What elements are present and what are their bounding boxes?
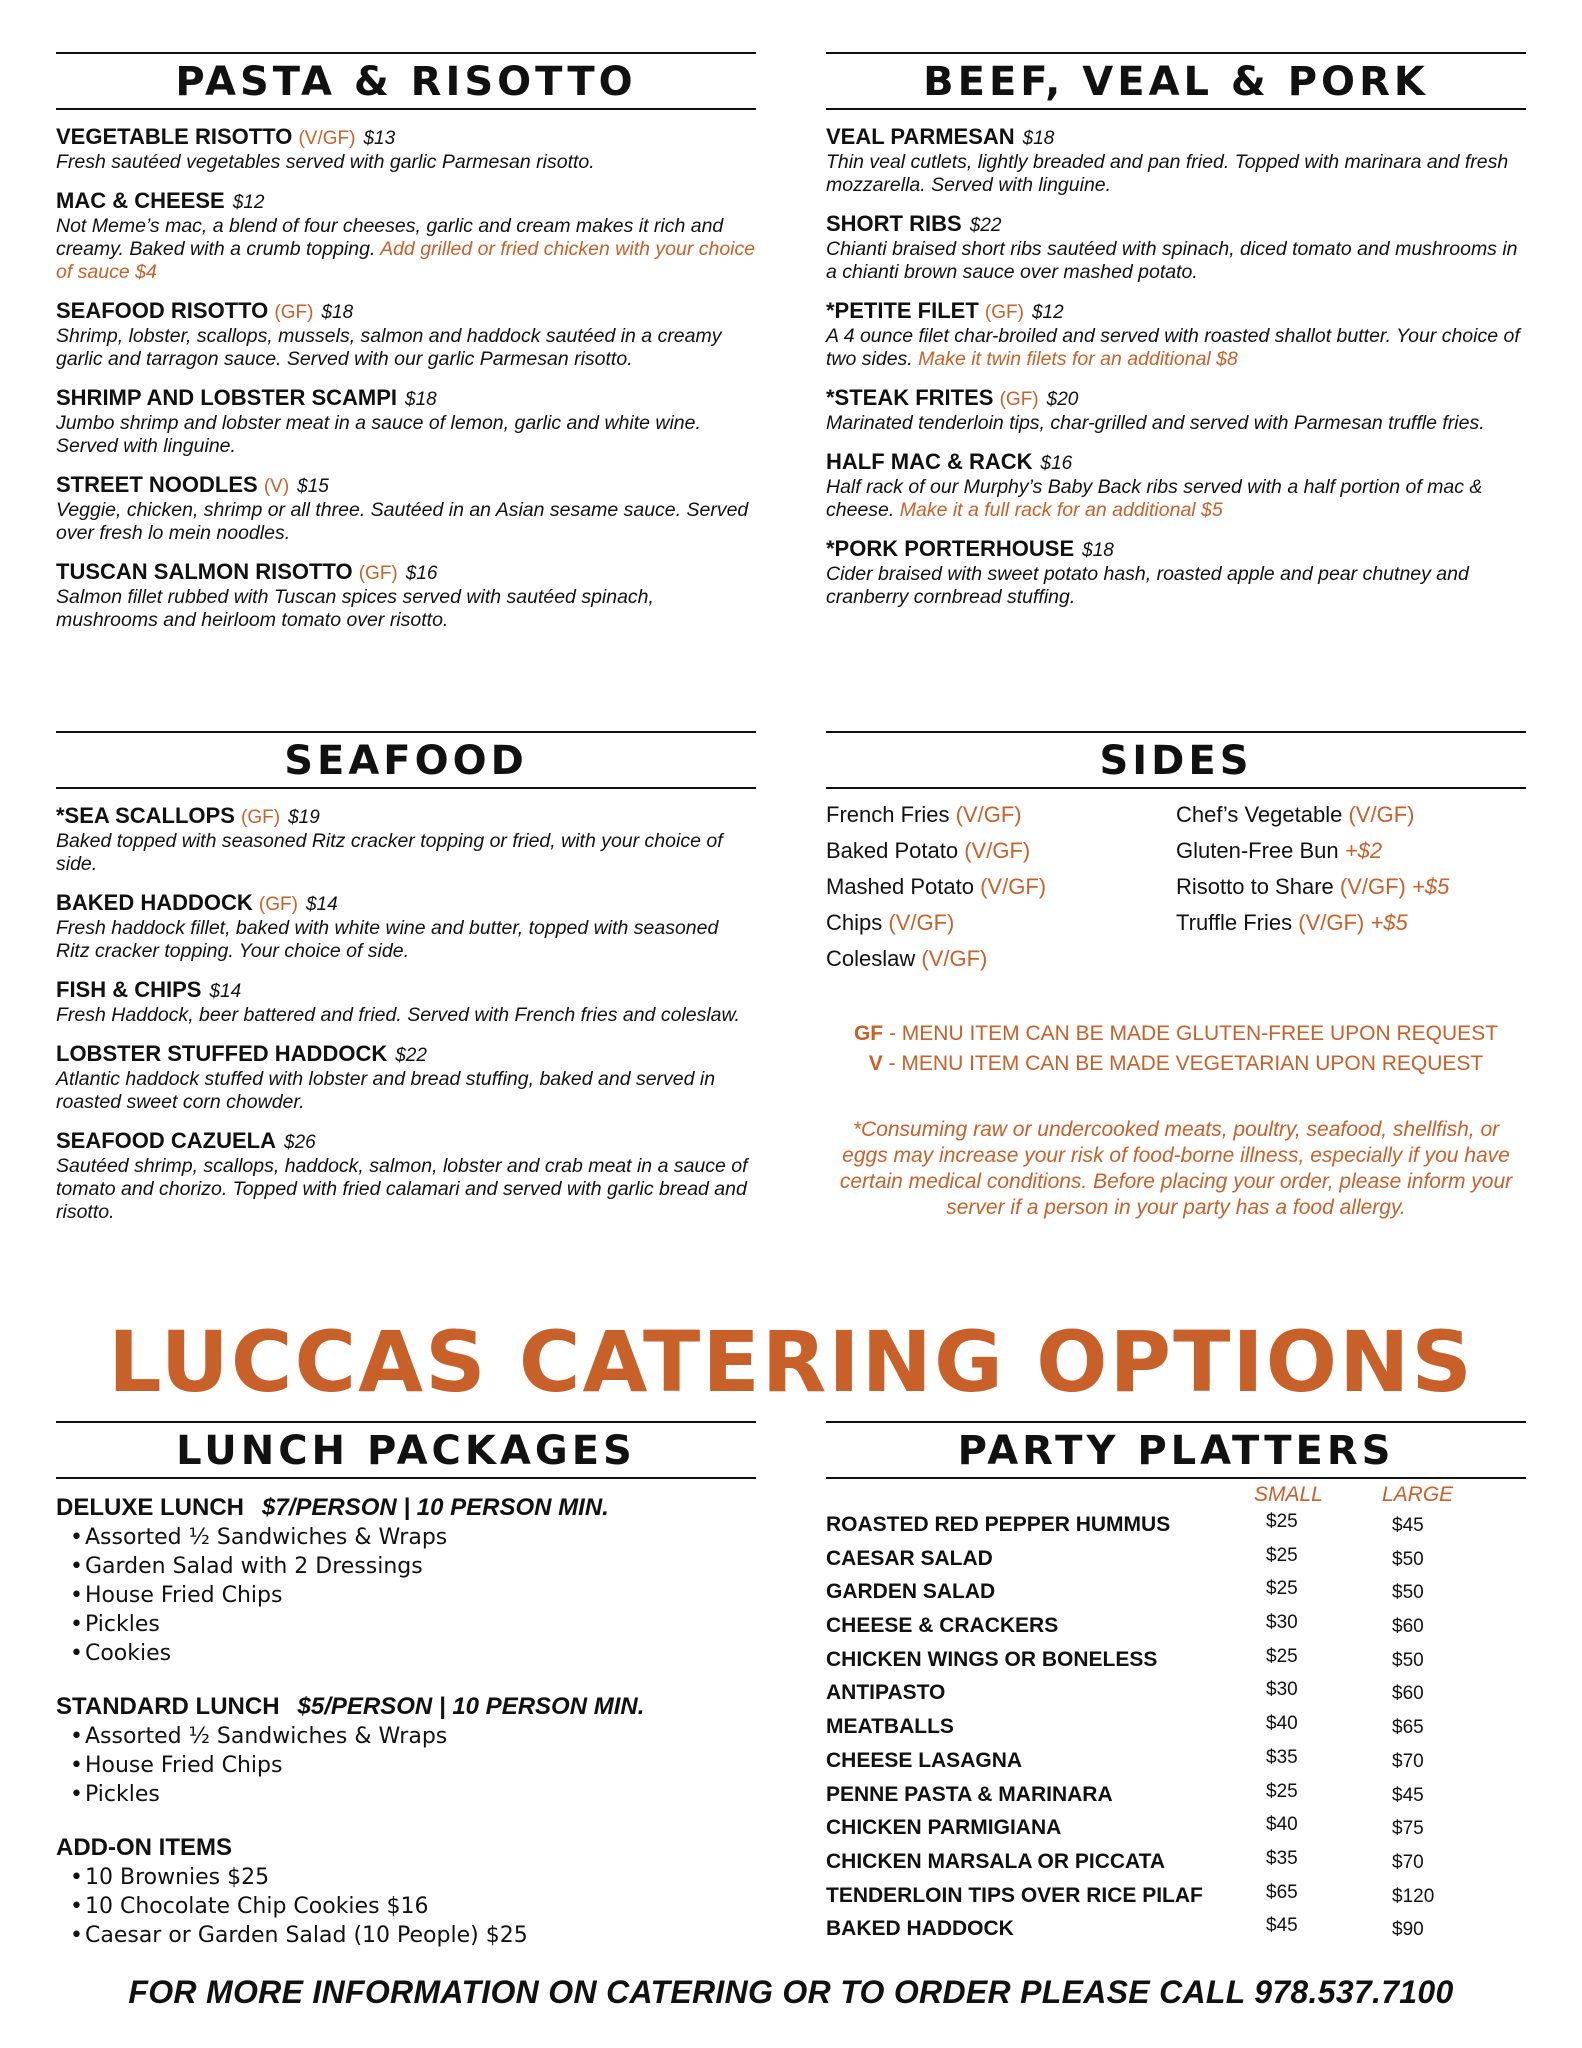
platter-small-price: $40: [1266, 1814, 1298, 1836]
platter-large-price: $50: [1392, 1548, 1424, 1570]
platter-large-price: $50: [1392, 1649, 1424, 1671]
dietary-tag: (V/GF): [980, 874, 1047, 899]
platter-row: [826, 1511, 1526, 1545]
legend-gf-text: - MENU ITEM CAN BE MADE GLUTEN-FREE UPON REQUEST: [883, 1022, 1499, 1045]
side-item: [1176, 797, 1526, 833]
item-name: LOBSTER STUFFED HADDOCK: [56, 1041, 388, 1066]
item-description-text: Fresh haddock fillet, baked with white wine and butter, topped with seasoned Ritz cracker topping. Your choice of side.: [56, 917, 719, 962]
side-upcharge: +$5: [1412, 874, 1450, 899]
item-name-line: [56, 124, 756, 151]
item-price: $18: [1082, 540, 1114, 561]
platter-row: [826, 1578, 1526, 1612]
lunch-package: [56, 1692, 756, 1809]
item-name-line: [826, 124, 1526, 151]
platter-large-price: $65: [1392, 1717, 1424, 1739]
package-bullet: • 10 Brownies $25: [56, 1863, 756, 1892]
item-price: $12: [232, 192, 265, 213]
package-bullet: • Assorted ½ Sandwiches & Wraps: [56, 1722, 756, 1751]
platter-small-price: $25: [1266, 1780, 1298, 1802]
item-description-text: Shrimp, lobster, scallops, mussels, salmon and haddock sautéed in a creamy garlic and tarragon sauce. Served with our garlic Parmesan risotto.: [56, 325, 722, 370]
platter-name: CHICKEN PARMIGIANA: [826, 1816, 1062, 1840]
item-price: $16: [405, 563, 438, 584]
platter-large-price: $60: [1392, 1683, 1424, 1705]
platter-small-price: $25: [1266, 1578, 1298, 1600]
item-name: *SEA SCALLOPS: [56, 803, 235, 828]
platter-row: [826, 1646, 1526, 1680]
package-bullet: • Pickles: [56, 1780, 756, 1809]
item-name-line: [56, 1128, 756, 1155]
side-upcharge: +$2: [1344, 838, 1383, 863]
dietary-tag: (GF): [274, 302, 314, 323]
dietary-tag: (V/GF): [1348, 802, 1415, 827]
item-name-line: [56, 559, 756, 586]
package-name: DELUXE LUNCH: [56, 1494, 245, 1521]
item-description: [56, 325, 756, 371]
platter-name: ROASTED RED PEPPER HUMMUS: [826, 1513, 1171, 1536]
item-name-line: [826, 298, 1526, 325]
item-description-text: Half rack of our Murphy’s Baby Back ribs served with a half portion of mac & cheese.: [826, 476, 1483, 521]
platter-row: [826, 1915, 1526, 1949]
sides-heading: SIDES: [826, 731, 1526, 789]
item-description: [56, 499, 756, 545]
menu-item: [826, 385, 1526, 435]
large-label: LARGE: [1382, 1483, 1454, 1506]
item-price: $16: [1040, 453, 1073, 474]
platter-large-price: $45: [1392, 1784, 1424, 1806]
item-price: $14: [209, 981, 242, 1002]
item-name: *PORK PORTERHOUSE: [826, 536, 1075, 561]
platter-large-price: $70: [1392, 1851, 1424, 1873]
item-name-line: [826, 211, 1526, 238]
item-name: STREET NOODLES: [56, 472, 258, 497]
item-description-text: Fresh Haddock, beer battered and fried. Served with French fries and coleslaw.: [56, 1004, 740, 1026]
platter-name: TENDERLOIN TIPS OVER RICE PILAF: [826, 1883, 1203, 1907]
dietary-tag: (V/GF): [1298, 910, 1365, 935]
side-item: [826, 941, 1176, 977]
legend-gf: [826, 1019, 1526, 1049]
item-name-line: [56, 1041, 756, 1068]
small-label: SMALL: [1254, 1483, 1323, 1506]
platter-name: CHICKEN WINGS OR BONELESS: [826, 1647, 1158, 1671]
platter-small-price: $25: [1266, 1511, 1298, 1532]
item-name: SHORT RIBS: [826, 211, 962, 236]
lunch-section: [56, 1421, 756, 1950]
package-title: [56, 1493, 756, 1523]
item-name-line: [56, 890, 756, 917]
side-name: Chips: [826, 910, 883, 935]
lunch-packages: [56, 1493, 756, 1950]
pasta-heading: PASTA & RISOTTO: [56, 52, 756, 110]
platter-name: CAESAR SALAD: [826, 1546, 993, 1570]
item-name: SHRIMP AND LOBSTER SCAMPI: [56, 385, 398, 410]
item-name: SEAFOOD RISOTTO: [56, 298, 269, 323]
side-name: Chef’s Vegetable: [1176, 802, 1343, 827]
item-name-line: [56, 472, 756, 499]
item-name-line: [56, 977, 756, 1004]
item-price: $13: [363, 128, 396, 149]
platter-small-price: $30: [1266, 1679, 1298, 1701]
platter-row: [826, 1679, 1526, 1713]
platter-small-price: $65: [1266, 1881, 1298, 1903]
platters-heading: PARTY PLATTERS: [826, 1421, 1526, 1479]
item-name: *STEAK FRITES: [826, 385, 994, 410]
platter-size-header: [826, 1483, 1526, 1511]
platter-small-price: $40: [1266, 1713, 1298, 1735]
item-description-text: Veggie, chicken, shrimp or all three. Sautéed in an Asian sesame sauce. Served over fresh lo mein noodles.: [56, 499, 749, 544]
beef-section: [826, 52, 1526, 609]
side-upcharge: +$5: [1370, 910, 1408, 935]
platter-large-price: $75: [1392, 1818, 1424, 1840]
side-name: Truffle Fries: [1176, 910, 1293, 935]
item-price: $22: [395, 1045, 427, 1066]
dietary-tag: (GF): [999, 389, 1039, 410]
menu-item: [56, 124, 756, 174]
menu-item: [56, 890, 756, 963]
platter-small-price: $45: [1266, 1915, 1298, 1937]
lunch-heading: LUNCH PACKAGES: [56, 1421, 756, 1479]
package-bullet: • Assorted ½ Sandwiches & Wraps: [56, 1523, 756, 1552]
sides-column-right: [1176, 797, 1526, 977]
lunch-package: [56, 1493, 756, 1668]
package-detail: $7/PERSON | 10 PERSON MIN.: [262, 1494, 609, 1521]
item-description: [826, 325, 1526, 371]
item-upsell-note: Make it twin filets for an additional $8: [918, 348, 1238, 370]
item-name: BAKED HADDOCK: [56, 890, 253, 915]
platter-row: [826, 1545, 1526, 1579]
item-description: [826, 151, 1526, 197]
item-name-line: [826, 449, 1526, 476]
dietary-tag: (V/GF): [298, 128, 356, 149]
dietary-tag: (V/GF): [921, 946, 988, 971]
item-name: *PETITE FILET: [826, 298, 979, 323]
menu-item: [56, 803, 756, 876]
item-description: [826, 238, 1526, 284]
platter-small-price: $35: [1266, 1847, 1298, 1869]
item-name: SEAFOOD CAZUELA: [56, 1128, 276, 1153]
item-name-line: [56, 803, 756, 830]
dietary-tag: (GF): [358, 563, 398, 584]
dietary-tag: (V/GF): [955, 802, 1022, 827]
dietary-tag: (V/GF): [1339, 874, 1406, 899]
side-name: French Fries: [826, 802, 950, 827]
platter-name: BAKED HADDOCK: [826, 1917, 1014, 1941]
item-name-line: [826, 536, 1526, 563]
platter-name: ANTIPASTO: [826, 1681, 946, 1705]
item-price: $14: [305, 894, 338, 915]
dietary-tag: (GF): [984, 302, 1024, 323]
item-price: $22: [969, 215, 1002, 236]
item-upsell-note: Add grilled or fried chicken with your choice of sauce $4: [56, 238, 756, 283]
item-description: [826, 412, 1526, 435]
item-description-text: Chianti braised short ribs sautéed with spinach, diced tomato and mushrooms in a chianti brown sauce over mashed potato.: [826, 238, 1518, 283]
dietary-legend: [826, 1019, 1526, 1079]
side-item: [1176, 833, 1526, 869]
platter-name: CHEESE LASAGNA: [826, 1748, 1023, 1772]
platter-large-price: $50: [1392, 1582, 1424, 1604]
platter-small-price: $25: [1266, 1645, 1298, 1667]
item-description: [826, 476, 1526, 522]
item-description: [56, 1155, 756, 1224]
side-item: [826, 797, 1176, 833]
item-description: [56, 412, 756, 458]
platter-row: [826, 1612, 1526, 1646]
side-item: [826, 869, 1176, 905]
item-description-text: Fresh sautéed vegetables served with garlic Parmesan risotto.: [56, 151, 595, 173]
item-price: $18: [321, 302, 354, 323]
side-name: Coleslaw: [826, 946, 916, 971]
platter-row: [826, 1882, 1526, 1916]
platter-row: [826, 1814, 1526, 1848]
item-description-text: Cider braised with sweet potato hash, roasted apple and pear chutney and cranberry cornbread stuffing.: [826, 563, 1469, 608]
menu-item: [56, 559, 756, 632]
platter-name: PENNE PASTA & MARINARA: [826, 1782, 1113, 1806]
package-title: [56, 1692, 756, 1722]
item-description: [56, 830, 756, 876]
platter-name: GARDEN SALAD: [826, 1580, 996, 1604]
menu-item: [56, 977, 756, 1027]
item-upsell-note: Make it a full rack for an additional $5: [899, 499, 1223, 521]
item-description: [56, 151, 756, 174]
item-description-text: Sautéed shrimp, scallops, haddock, salmon, lobster and crab meat in a sauce of tomato and chorizo. Topped with fried calamari and served with garlic bread and risotto.: [56, 1155, 748, 1223]
beef-items: [826, 124, 1526, 609]
side-name: Baked Potato: [826, 838, 959, 863]
legend-v: [826, 1049, 1526, 1079]
side-name: Gluten-Free Bun: [1176, 838, 1339, 863]
platter-large-price: $70: [1392, 1750, 1424, 1772]
platter-name: MEATBALLS: [826, 1715, 954, 1739]
catering-title: LUCCAS CATERING OPTIONS: [108, 1313, 1474, 1411]
package-name: STANDARD LUNCH: [56, 1693, 280, 1720]
sides-grid: [826, 797, 1526, 977]
item-description: [56, 215, 756, 284]
catering-contact-footer: FOR MORE INFORMATION ON CATERING OR TO ORDER PLEASE CALL 978.537.7100: [128, 1974, 1454, 2010]
item-description: [56, 1004, 756, 1027]
item-description-text: Not Meme’s mac, a blend of four cheeses, garlic and cream makes it rich and creamy. Baked with a crumb topping.: [56, 215, 724, 260]
platter-small-price: $30: [1266, 1612, 1298, 1634]
item-name: TUSCAN SALMON RISOTTO: [56, 559, 353, 584]
allergy-warning: *Consuming raw or undercooked meats, poultry, seafood, shellfish, or eggs may increase your risk of food-borne illness, especially if you have certain medical conditions. Before placing your order, please inform your server if a person in your party has a food allergy.: [839, 1118, 1513, 1219]
item-description-text: Atlantic haddock stuffed with lobster and bread stuffing, baked and served in roasted sweet corn chowder.: [56, 1068, 716, 1113]
item-price: $19: [288, 807, 320, 828]
menu-item: [56, 472, 756, 545]
item-price: $12: [1031, 302, 1064, 323]
item-name-line: [56, 385, 756, 412]
seafood-items: [56, 803, 756, 1224]
item-description: [56, 586, 756, 632]
seafood-heading: SEAFOOD: [56, 731, 756, 789]
item-description: [56, 917, 756, 963]
platter-small-price: $25: [1266, 1544, 1298, 1566]
item-description-text: Salmon fillet rubbed with Tuscan spices served with sautéed spinach, mushrooms and heirloom tomato over risotto.: [56, 586, 654, 631]
package-bullet: • House Fried Chips: [56, 1581, 756, 1610]
side-item: [1176, 905, 1526, 941]
item-description-text: Jumbo shrimp and lobster meat in a sauce of lemon, garlic and white wine. Served with linguine.: [56, 412, 701, 457]
menu-item: [826, 124, 1526, 197]
platter-row: [826, 1747, 1526, 1781]
menu-item: [56, 188, 756, 284]
sides-section: [826, 731, 1526, 1221]
menu-item: [56, 298, 756, 371]
legend-v-text: - MENU ITEM CAN BE MADE VEGETARIAN UPON REQUEST: [882, 1052, 1484, 1075]
platter-name: CHICKEN MARSALA OR PICCATA: [826, 1849, 1166, 1873]
item-price: $18: [1022, 128, 1055, 149]
legend-v-key: V: [868, 1052, 883, 1075]
item-name-line: [826, 385, 1526, 412]
item-description-text: A 4 ounce filet char-broiled and served with roasted shallot butter. Your choice of two sides.: [826, 325, 1520, 370]
menu-item: [826, 449, 1526, 522]
platter-row: [826, 1781, 1526, 1815]
platter-large-price: $45: [1392, 1515, 1424, 1536]
side-item: [826, 833, 1176, 869]
side-item: [826, 905, 1176, 941]
menu-item: [826, 298, 1526, 371]
legend-gf-key: GF: [853, 1022, 884, 1045]
package-name: ADD-ON ITEMS: [56, 1834, 232, 1861]
platters-section: [826, 1421, 1526, 1949]
item-name: MAC & CHEESE: [56, 188, 225, 213]
item-description-text: Baked topped with seasoned Ritz cracker topping or fried, with your choice of side.: [56, 830, 723, 875]
platter-large-price: $120: [1392, 1885, 1435, 1907]
item-name: VEGETABLE RISOTTO: [56, 124, 293, 149]
platter-large-price: $60: [1392, 1616, 1424, 1638]
item-description-text: Marinated tenderloin tips, char-grilled and served with Parmesan truffle fries.: [826, 412, 1485, 434]
menu-item: [56, 1041, 756, 1114]
package-bullet: • Caesar or Garden Salad (10 People) $25: [56, 1921, 756, 1950]
dietary-tag: (GF): [241, 807, 281, 828]
item-price: $26: [284, 1132, 316, 1153]
item-name: HALF MAC & RACK: [826, 449, 1033, 474]
item-description: [56, 1068, 756, 1114]
item-name: FISH & CHIPS: [56, 977, 202, 1002]
item-description-text: Thin veal cutlets, lightly breaded and pan fried. Topped with marinara and fresh mozzarella. Served with linguine.: [826, 151, 1509, 196]
sides-column-left: [826, 797, 1176, 977]
dietary-tag: (GF): [258, 894, 298, 915]
package-bullet: • Garden Salad with 2 Dressings: [56, 1552, 756, 1581]
dietary-tag: (V/GF): [964, 838, 1031, 863]
pasta-items: [56, 124, 756, 632]
package-bullet: • House Fried Chips: [56, 1751, 756, 1780]
pasta-section: [56, 52, 756, 632]
platter-row: [826, 1848, 1526, 1882]
package-bullet: • Pickles: [56, 1610, 756, 1639]
beef-heading: BEEF, VEAL & PORK: [826, 52, 1526, 110]
package-bullet: • 10 Chocolate Chip Cookies $16: [56, 1892, 756, 1921]
item-name-line: [56, 188, 756, 215]
item-price: $20: [1046, 389, 1079, 410]
dietary-tag: (V): [263, 476, 290, 497]
package-bullet: • Cookies: [56, 1639, 756, 1668]
item-name-line: [56, 298, 756, 325]
side-item: [1176, 869, 1526, 905]
menu-item: [56, 385, 756, 458]
item-description: [826, 563, 1526, 609]
menu-item: [826, 536, 1526, 609]
item-name: VEAL PARMESAN: [826, 124, 1015, 149]
package-detail: $5/PERSON | 10 PERSON MIN.: [297, 1693, 645, 1720]
platter-name: CHEESE & CRACKERS: [826, 1614, 1059, 1638]
package-title: [56, 1833, 756, 1863]
lunch-package: [56, 1833, 756, 1950]
dietary-tag: (V/GF): [888, 910, 955, 935]
platter-row: [826, 1713, 1526, 1747]
item-price: $15: [297, 476, 329, 497]
menu-item: [826, 211, 1526, 284]
platter-rows: [826, 1511, 1526, 1949]
platter-large-price: $90: [1392, 1919, 1424, 1941]
seafood-section: [56, 731, 756, 1224]
side-name: Mashed Potato: [826, 874, 974, 899]
platter-small-price: $35: [1266, 1746, 1298, 1768]
menu-item: [56, 1128, 756, 1224]
side-name: Risotto to Share: [1176, 874, 1334, 899]
item-price: $18: [405, 389, 437, 410]
